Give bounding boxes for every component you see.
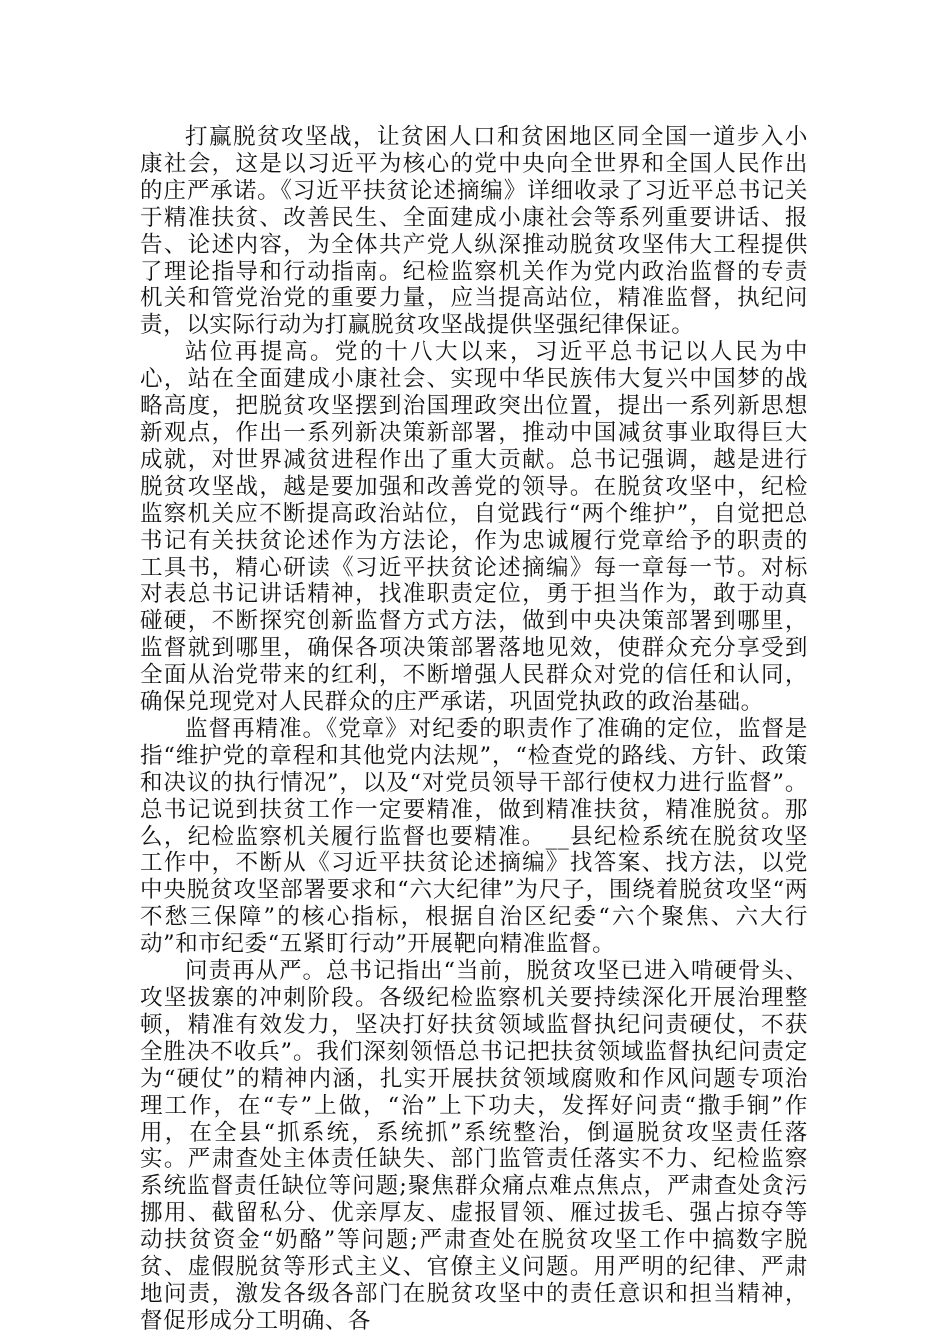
document-body [140, 124, 808, 1335]
paragraph-position: 站位再提高。党的十八大以来，习近平总书记以人民为中心，站在全面建成小康社会、实现中华民族伟大复兴中国梦的战略高度，把脱贫攻坚摆到治国理政突出位置，提出一系列新思想新观点，作出一系列新决策新部署，推动中国减贫事业取得巨大成就，对世界减贫进程作出了重大贡献。总书记强调，越是进行脱贫攻坚战，越是要加强和改善党的领导。在脱贫攻坚中，纪检监察机关应不断提高政治站位，自觉践行“两个维护”，自觉把总书记有关扶贫论述作为方法论，作为忠诚履行党章给予的职责的工具书，精心研读《习近平扶贫论述摘编》每一章每一节。对标对表总书记讲话精神，找准职责定位，勇于担当作为，敢于动真碰硬，不断探究创新监督方式方法，做到中央决策部署到哪里，监督就到哪里，确保各项决策部署落地见效，使群众充分享受到全面从治党带来的红利，不断增强人民群众对党的信任和认同，确保兑现党对人民群众的庄严承诺，巩固党执政的政治基础。 [140, 339, 808, 716]
paragraph-accountability: 问责再从严。总书记指出“当前，脱贫攻坚已进入啃硬骨头、攻坚拔寨的冲刺阶段。各级纪检监察机关要持续深化开展治理整顿，精准有效发力，坚决打好扶贫领域监督执纪问责硬仗，不获全胜决不收兵”。我们深刻领悟总书记把扶贫领域监督执纪问责定为“硬仗”的精神内涵，扎实开展扶贫领域腐败和作风问题专项治理工作，在“专”上做，“治”上下功夫，发挥好问责“撒手锏”作用，在全县“抓系统，系统抓”系统整治，倒逼脱贫攻坚责任落实。严肃查处主体责任缺失、部门监管责任落实不力、纪检监察系统监督责任缺位等问题;聚焦群众痛点难点焦点，严肃查处贪污挪用、截留私分、优亲厚友、虚报冒领、雁过拔毛、强占掠夺等动扶贫资金“奶酪”等问题;严肃查处在脱贫攻坚工作中搞数字脱贫、虚假脱贫等形式主义、官僚主义问题。用严明的纪律、严肃地问责，激发各级各部门在脱贫攻坚中的责任意识和担当精神，督促形成分工明确、各 [140, 958, 808, 1334]
paragraph-supervision: 监督再精准。《党章》对纪委的职责作了准确的定位，监督是指“维护党的章程和其他党内法规”，“检查党的路线、方针、政策和决议的执行情况”，以及“对党员领导干部行使权力进行监督”。总书记说到扶贫工作一定要精准，做到精准扶贫，精准脱贫。那么，纪检监察机关履行监督也要精准。__县纪检系统在脱贫攻坚工作中，不断从《习近平扶贫论述摘编》找答案、找方法，以党中央脱贫攻坚部署要求和“六大纪律”为尺子，围绕着脱贫攻坚“两不愁三保障”的核心指标，根据自治区纪委“六个聚焦、六大行动”和市纪委“五紧盯行动”开展靶向精准监督。 [140, 715, 808, 958]
paragraph-intro: 打赢脱贫攻坚战，让贫困人口和贫困地区同全国一道步入小康社会，这是以习近平为核心的党中央向全世界和全国人民作出的庄严承诺。《习近平扶贫论述摘编》详细收录了习近平总书记关于精准扶贫、改善民生、全面建成小康社会等系列重要讲话、报告、论述内容，为全体共产党人纵深推动脱贫攻坚伟大工程提供了理论指导和行动指南。纪检监察机关作为党内政治监督的专责机关和管党治党的重要力量，应当提高站位，精准监督，执纪问责，以实际行动为打赢脱贫攻坚战提供坚强纪律保证。 [140, 124, 808, 339]
